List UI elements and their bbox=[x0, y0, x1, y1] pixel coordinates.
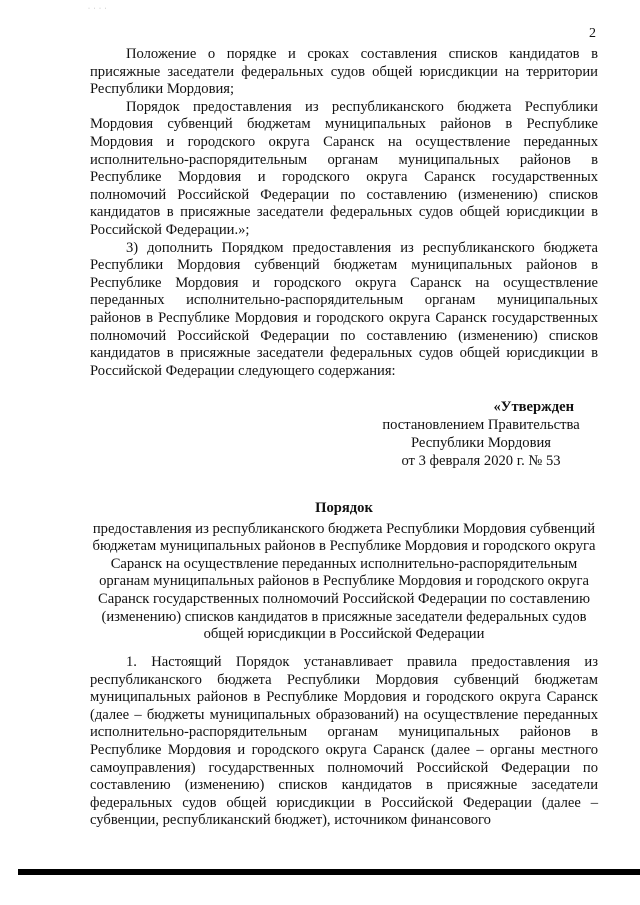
section-1-text: 1. Настоящий Порядок устанавливает правила предоставления из республиканского бюджета Республики Мордовия субвенций бюджетам муниципальных районов в Республике Мордовия и городского округа Саранск (далее – бюджеты муниципальных образований) на осуществление переданных исполнительно-распорядительным органам муниципальных районов в Республике Мордовия и городского округа Саранск (далее – органы местного самоуправления) государственных полномочий Российской Федерации по составлению (изменению) списков кандидатов в присяжные заседатели федеральных судов общей юрисдикции в Российской Федерации (далее – субвенции, республиканский бюджет), источником финансового bbox=[90, 654, 598, 829]
approval-line: постановлением Правительства bbox=[382, 417, 580, 433]
paragraph-regulation: Положение о порядке и сроках составления списков кандидатов в присяжные заседатели федеральных судов общей юрисдикции на территории Республики Мордовия; bbox=[90, 46, 598, 98]
page-number: 2 bbox=[589, 26, 596, 41]
body-text bbox=[90, 46, 598, 380]
paragraph-amendment: 3) дополнить Порядком предоставления из республиканского бюджета Республики Мордовия субвенций бюджетам муниципальных районов в Республике Мордовия и городского округа Саранск на осуществление переданных исполнительно-распорядительным органам муниципальных районов в Республике Мордовия и городского округа Саранск государственных полномочий Российской Федерации по составлению (изменению) списков кандидатов в присяжные заседатели федеральных судов общей юрисдикции в Российской Федерации следующего содержания: bbox=[90, 239, 598, 379]
document-title: Порядок bbox=[315, 500, 373, 516]
paragraph-procedure: Порядок предоставления из республиканского бюджета Республики Мордовия субвенций бюджетам муниципальных районов в Республике Мордовия и городского округа Саранск на осуществление переданных исполнительно-распорядительным органам муниципальных районов в Республике Мордовия и городского округа Саранск государственных полномочий Российской Федерации по составлению (изменению) списков кандидатов в присяжные заседатели федеральных судов общей юрисдикции в Российской Федерации.»; bbox=[90, 98, 598, 238]
scan-artifact: · · · · bbox=[88, 6, 108, 12]
document-subtitle: предоставления из республиканского бюджета Республики Мордовия субвенций бюджетам муниципальных районов в Республике Мордовия и городского округа Саранск на осуществление переданных исполнительно-распорядительным органам муниципальных районов в Республике Мордовия и городского округа Саранск государственных полномочий Российской Федерации по составлению (изменению) списков кандидатов в присяжные заседатели федеральных судов общей юрисдикции в Российской Федерации bbox=[92, 520, 596, 643]
approval-stamp bbox=[364, 398, 598, 470]
document-title-block bbox=[90, 500, 598, 644]
approval-line: Республики Мордовия bbox=[410, 435, 551, 451]
section-1 bbox=[90, 654, 598, 830]
approval-heading: «Утвержден bbox=[493, 399, 574, 415]
scan-bottom-border bbox=[18, 869, 640, 875]
approval-date: от 3 февраля 2020 г. № 53 bbox=[401, 453, 561, 469]
